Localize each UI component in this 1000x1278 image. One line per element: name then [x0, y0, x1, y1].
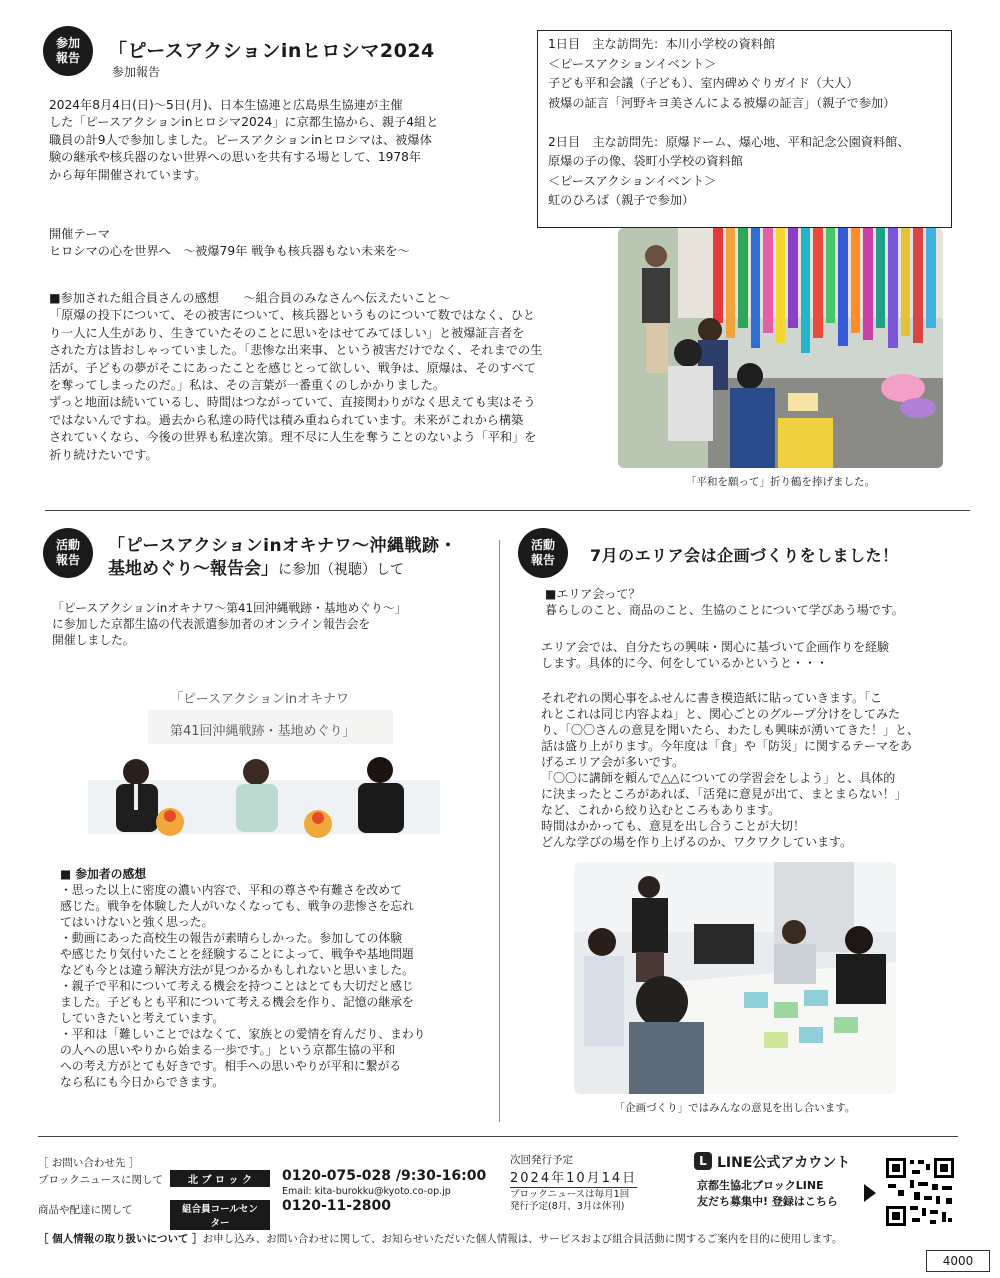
- paper-cranes-caption: 「平和を願って」折り鶴を捧げました。: [686, 476, 875, 488]
- delivery-label: 商品や配達に関して: [38, 1204, 133, 1216]
- screen-title-line2: 第41回沖縄戦跡・基地めぐり」: [170, 724, 356, 739]
- contact-label: ［ お問い合わせ先 ］: [38, 1157, 140, 1169]
- contact-email[interactable]: Email: kita-burokku@kyoto.co-op.jp: [282, 1186, 451, 1197]
- planning-meeting-photo: [574, 862, 896, 1094]
- page-number: 4000: [926, 1250, 990, 1272]
- call-center-tag: 組合員コールセンター: [170, 1200, 270, 1230]
- article2-title: 「ピースアクションinオキナワ～沖縄戦跡・ 基地めぐり～報告会」に参加（視聴）して: [108, 536, 458, 579]
- planning-meeting-caption: 「企画づくり」ではみんなの意見を出し合います。: [614, 1102, 856, 1114]
- north-block-tag: 北 ブ ロ ッ ク: [170, 1170, 270, 1187]
- arrow-right-icon: [864, 1184, 876, 1202]
- call-center-phone[interactable]: 0120-11-2800: [282, 1198, 392, 1214]
- article3-title: 7月のエリア会は企画づくりをしました！: [590, 546, 899, 565]
- line-account-title: LINE公式アカウント: [717, 1155, 851, 1171]
- online-report-photo: [88, 680, 440, 850]
- article3-para2: それぞれの関心事をふせんに書き模造紙に貼っていきます。「こ れとこれは同じ内容よね」と、関心ごとのグループ分けをしてみた り、「〇〇さんの意見を聞いたら、わたしも興味が湧いてきた！」と、 話は盛り上がります。今年度は「食」や「防災」に関するテーマをあ げるエリア会が多いです。 「〇〇に講師を頼んで△△についての学習会をしよう」と、具体的 に決まったところがあれば、「活発に意見が出て、まとまらない！」 など、これから絞り込むところもあります。 時間はかかっても、意見を出し合うことが大切！ どんな学びの場を作り上げるのか、ワクワクしています。: [541, 691, 920, 849]
- block-news-label: ブロックニュースに関して: [38, 1174, 164, 1186]
- article1-title: 「ピースアクションinヒロシマ2024: [108, 40, 435, 62]
- line-account-sub: 京都生協北ブロックLINE 友だち募集中! 登録はこちら: [697, 1179, 838, 1208]
- line-logo-icon: L: [694, 1152, 712, 1170]
- badge-activity-report-left: 活動 報告: [43, 528, 93, 578]
- qr-code[interactable]: [884, 1156, 956, 1228]
- article2-intro: 「ピースアクションinオキナワ～第41回沖縄戦跡・基地めぐり～」 に参加した京都生協の代表派遣参加者のオンライン報告会を 開催しました。: [52, 601, 407, 647]
- next-issue-label: 次回発行予定: [510, 1154, 573, 1166]
- badge-participation-report: 参加 報告: [43, 26, 93, 76]
- article3-para1: エリア会では、自分たちの興味・関心に基づいて企画作りを経験 します。具体的に今、何をしているかというと・・・: [541, 640, 890, 670]
- screen-title-line1: 「ピースアクションinオキナワ: [170, 692, 350, 707]
- divider-middle: [499, 540, 500, 1122]
- article3-what-is: ■エリア会って？ 暮らしのこと、商品のこと、生協のことについて学びあう場です。: [545, 587, 904, 617]
- next-issue-note: ブロックニュースは毎月1回 発行予定(8月、3月は休刊): [510, 1189, 630, 1212]
- badge-activity-report-right: 活動 報告: [518, 528, 568, 578]
- schedule-box: 1日目 主な訪問先：本川小学校の資料館 ＜ピースアクションイベント＞ 子ども平和会議（子ども）、室内碑めぐりガイド（大人） 被爆の証言「河野キヨ美さんによる被爆の証言」（親子で参加） 2日目 主な訪問先：原爆ドーム、爆心地、平和記念公園資料館、 原爆の子の像、袋町小学校の資料館 ＜ピースアクションイベント＞ 虹のひろば（親子で参加）: [537, 30, 952, 228]
- article1-intro: 2024年8月4日(日)～5日(月)、日本生協連と広島県生協連が主催 した「ピースアクションinヒロシマ2024」に京都生協から、親子4組と 職員の計9人で参加しました。ピースアクションinヒロシマは、被爆体 験の継承や核兵器のない世界への思いを共有する場として、1978年 から毎年開催されています。: [49, 98, 439, 182]
- next-issue-date: 2024年10月14日: [510, 1167, 637, 1188]
- paper-cranes-photo: [618, 228, 943, 468]
- article1-subtitle: 参加報告: [112, 65, 161, 79]
- article1-theme: 開催テーマ ヒロシマの心を世界へ ～被爆79年 戦争も核兵器もない未来を～: [49, 227, 410, 259]
- article1-impressions: ■参加された組合員さんの感想 ～組合員のみなさんへ伝えたいこと～ 「原爆の投下について、その被害について、核兵器というものについて数ではなく、ひと り一人に人生があり、生きていたそのことに思いをはせてみてほしい」と被爆証言者を された方は皆おしゃっていました。「悲惨な出来事、という被害だけでなく、それまでの生 活が、子どもの夢がそこにあったことを感じとって欲しい、戦争は、原爆は、そのすべて を奪ってしまったのだ。」私は、その言葉が一番重くのしかかりました。 ずっと地面は続いているし、時間はつながっていて、直接関わりがなく思えても実はそう ではないんですね。過去から私達の時代は積み重ねられています。未来がこれから構築 されていくなら、今後の世界も私達次第。理不尽に人生を奪うことのないよう「平和」を 祈り続けたいです。: [49, 291, 543, 462]
- north-block-phone[interactable]: 0120-075-028 /9:30-16:00: [282, 1168, 487, 1184]
- article2-impressions: ■ 参加者の感想 ・思った以上に密度の濃い内容で、平和の尊さや有難さを改めて 感じた。戦争を体験した人がいなくなっても、戦争の悲惨さを忘れ てはいけないと強く思った。 ・動画にあった高校生の報告が素晴らしかった。参加しての体験 や感じたり気付いたことを経験することによって、戦争や基地問題 なども今とは違う解決方法が見つかるかもしれないと思いました。 ・親子で平和について考える機会を持つことはとても大切だと感じ ました。子どもとも平和について考える機会を作り、記憶の継承を していきたいと考えています。 ・平和は「難しいことではなくて、家族との愛情を育んだり、まわり の人への思いやりから始まる一歩です。」という京都生協の平和 への考え方がとても好きです。相手への思いやりが平和に繋がる なら私にも今日からできます。: [60, 867, 426, 1089]
- divider-footer: [38, 1136, 958, 1137]
- privacy-notice: ［ 個人情報の取り扱いについて ］お申し込み、お問い合わせに関して、お知らせいただいた個人情報は、サービスおよび組合員活動に関するご案内を目的に使用します。: [38, 1233, 843, 1245]
- divider-top: [45, 510, 970, 511]
